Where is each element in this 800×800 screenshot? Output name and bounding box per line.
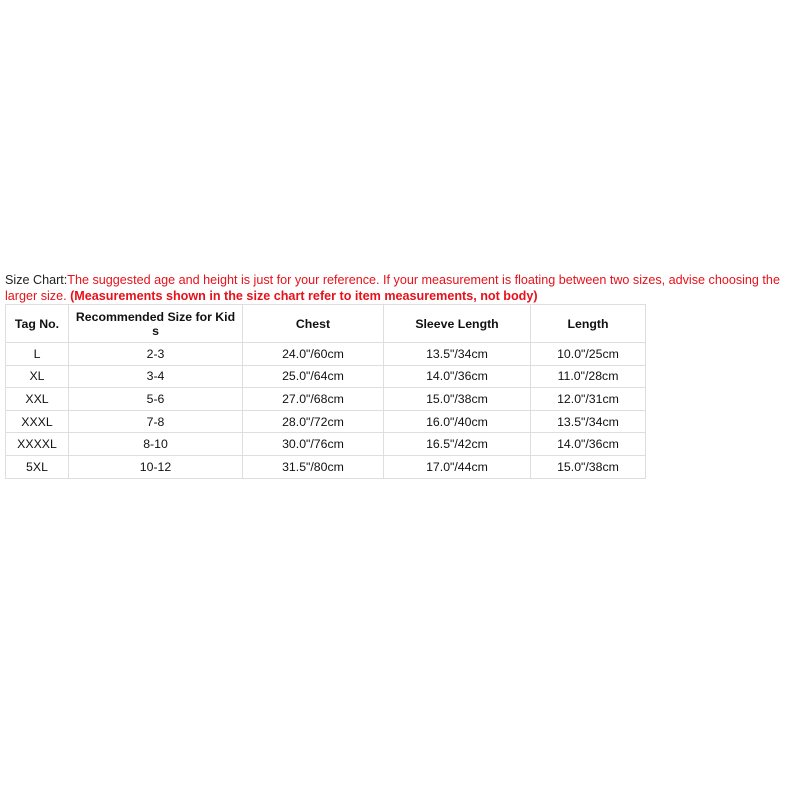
intro-note: The suggested age and height is just for your reference. If your measurement is floating between two sizes, advise choosing the larger size. [5,273,780,303]
table-row [6,410,646,433]
cell-tag-no: XXXL [6,410,69,433]
cell-chest: 31.5"/80cm [243,455,384,478]
cell-recommended-size: 8-10 [69,433,243,456]
cell-length: 13.5"/34cm [531,410,646,433]
cell-length: 15.0"/38cm [531,455,646,478]
table-row [6,433,646,456]
cell-length: 10.0"/25cm [531,343,646,366]
header-recommended-size [69,305,243,343]
table-header-row [6,305,646,343]
cell-length: 12.0"/31cm [531,388,646,411]
cell-length: 11.0"/28cm [531,365,646,388]
table-row [6,343,646,366]
header-sleeve-length: Sleeve Length [384,305,531,343]
size-chart-intro [5,273,799,304]
header-tag-no: Tag No. [6,305,69,343]
cell-sleeve-length: 13.5"/34cm [384,343,531,366]
cell-recommended-size: 5-6 [69,388,243,411]
cell-sleeve-length: 16.0"/40cm [384,410,531,433]
intro-label: Size Chart: [5,273,68,287]
table-row [6,388,646,411]
cell-sleeve-length: 17.0"/44cm [384,455,531,478]
cell-recommended-size: 2-3 [69,343,243,366]
cell-sleeve-length: 16.5"/42cm [384,433,531,456]
cell-chest: 24.0"/60cm [243,343,384,366]
cell-chest: 30.0"/76cm [243,433,384,456]
cell-chest: 25.0"/64cm [243,365,384,388]
size-table [5,304,646,479]
cell-sleeve-length: 14.0"/36cm [384,365,531,388]
cell-tag-no: XL [6,365,69,388]
table-row [6,365,646,388]
cell-chest: 27.0"/68cm [243,388,384,411]
header-length: Length [531,305,646,343]
cell-recommended-size: 3-4 [69,365,243,388]
header-chest: Chest [243,305,384,343]
cell-tag-no: XXL [6,388,69,411]
cell-length: 14.0"/36cm [531,433,646,456]
cell-recommended-size: 10-12 [69,455,243,478]
cell-tag-no: XXXXL [6,433,69,456]
table-row [6,455,646,478]
header-recommended-size-label: Recommended Size for Kids [75,309,236,338]
cell-tag-no: L [6,343,69,366]
cell-tag-no: 5XL [6,455,69,478]
cell-sleeve-length: 15.0"/38cm [384,388,531,411]
cell-chest: 28.0"/72cm [243,410,384,433]
cell-recommended-size: 7-8 [69,410,243,433]
intro-emphasis: (Measurements shown in the size chart refer to item measurements, not body) [70,288,538,303]
